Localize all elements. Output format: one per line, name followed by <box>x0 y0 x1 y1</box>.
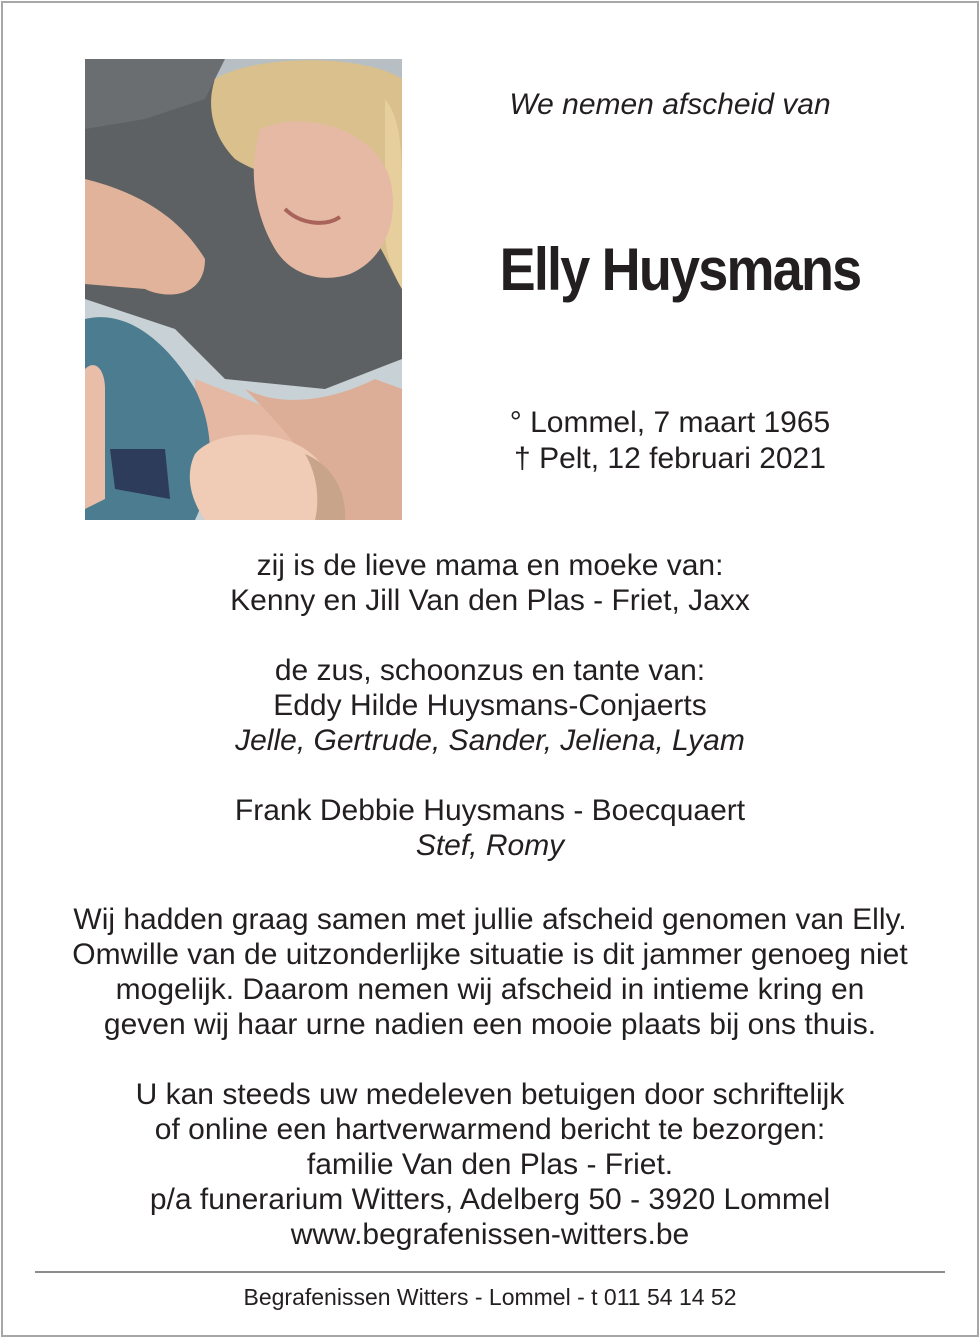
contact-line: U kan steeds uw medeleven betuigen door schriftelijk <box>135 1078 845 1111</box>
intro-text: We nemen afscheid van <box>509 88 831 121</box>
portrait-photo <box>85 59 402 520</box>
message-line: Wij hadden graag samen met jullie afscheid genomen van Elly. <box>73 903 907 936</box>
footer-text: Begrafenissen Witters - Lommel - t 011 54 14 52 <box>243 1284 737 1310</box>
siblings-intro: de zus, schoonzus en tante van: <box>274 654 706 687</box>
contact-block <box>20 1077 960 1252</box>
children-block <box>20 548 960 618</box>
sibling-2-children: Stef, Romy <box>415 829 565 862</box>
sibling-1-children: Jelle, Gertrude, Sander, Jeliena, Lyam <box>235 724 745 757</box>
contact-line: familie Van den Plas - Friet. <box>306 1148 674 1181</box>
sibling-1: Eddy Hilde Huysmans-Conjaerts <box>273 689 707 722</box>
message-line: mogelijk. Daarom nemen wij afscheid in intieme kring en <box>115 973 865 1006</box>
children-intro: zij is de lieve mama en moeke van: <box>256 549 724 582</box>
message-line: Omwille van de uitzonderlijke situatie is dit jammer genoeg niet <box>72 938 908 971</box>
life-dates <box>460 405 880 477</box>
sibling-2-block <box>20 793 960 863</box>
message-block <box>20 902 960 1042</box>
death-line: † Pelt, 12 februari 2021 <box>514 442 826 475</box>
contact-address: p/a funerarium Witters, Adelberg 50 - 3920 Lommel <box>149 1183 831 1216</box>
siblings-block <box>20 653 960 758</box>
deceased-name: Elly Huysmans <box>499 236 861 303</box>
message-line: geven wij haar urne nadien een mooie plaats bij ons thuis. <box>103 1008 877 1041</box>
footer-divider <box>35 1271 945 1273</box>
children-names: Kenny en Jill Van den Plas - Friet, Jaxx <box>230 584 750 617</box>
sibling-2: Frank Debbie Huysmans - Boecquaert <box>234 794 746 827</box>
contact-line: of online een hartverwarmend bericht te bezorgen: <box>154 1113 826 1146</box>
website-link[interactable]: www.begrafenissen-witters.be <box>290 1218 690 1251</box>
birth-line: ° Lommel, 7 maart 1965 <box>509 406 831 439</box>
